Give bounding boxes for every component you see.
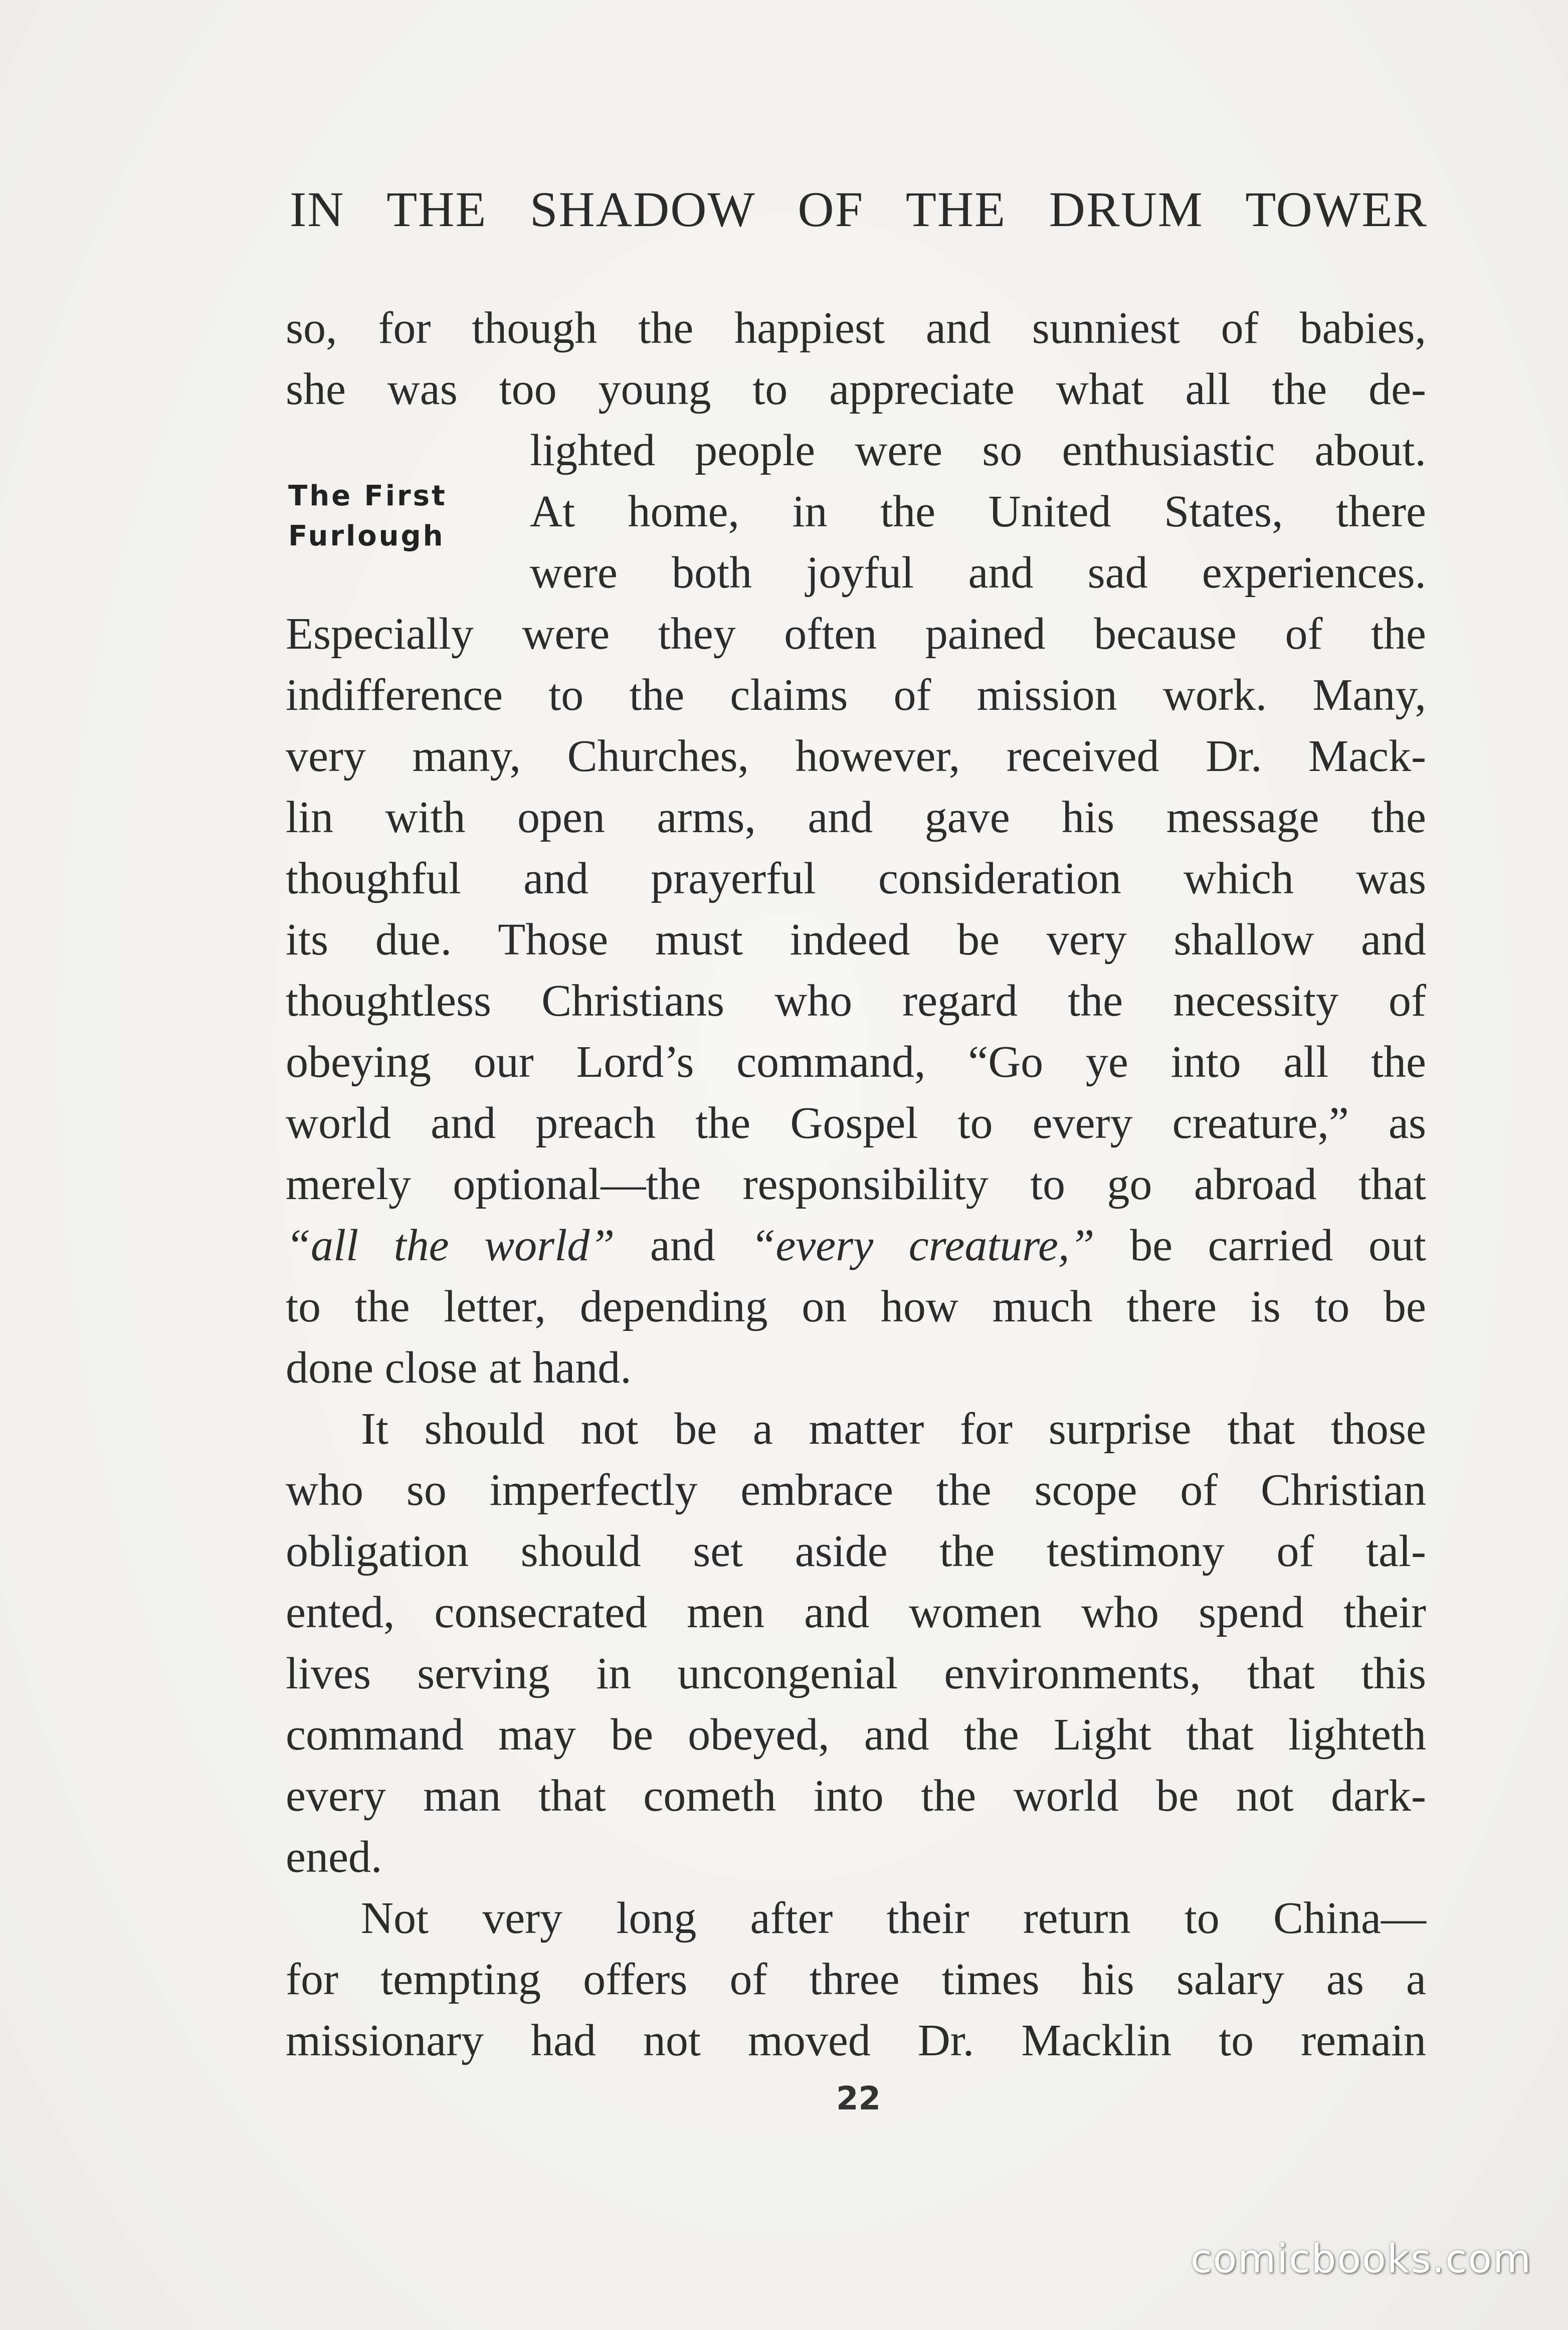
running-head: IN THE SHADOW OF THE DRUM TOWER — [290, 181, 1428, 237]
page-number: 22 — [836, 2080, 881, 2117]
text-line: every man that cometh into the world be not dark- — [286, 1771, 1426, 1821]
text-line: lin with open arms, and gave his message the — [286, 793, 1426, 842]
text-line: obligation should set aside the testimony of tal- — [286, 1526, 1426, 1576]
text-line: done close at hand. — [286, 1343, 632, 1393]
text-line: lives serving in uncongenial environments, that this — [286, 1649, 1426, 1698]
text-line: Especially were they often pained because of the — [286, 609, 1426, 659]
text-line: who so imperfectly embrace the scope of Christian — [286, 1465, 1426, 1515]
text-line: Not very long after their return to China— — [361, 1893, 1426, 1943]
text-line: At home, in the United States, there — [530, 487, 1426, 536]
text-line: obeying our Lord’s command, “Go ye into all the — [286, 1037, 1426, 1087]
text-line: world and preach the Gospel to every creature,” as — [286, 1098, 1426, 1148]
text-line: to the letter, depending on how much there is to be — [286, 1282, 1426, 1331]
text-line: thoughtless Christians who regard the necessity of — [286, 976, 1426, 1026]
watermark: comicbooks.com — [1190, 2237, 1532, 2282]
body-text — [286, 298, 1426, 2071]
italic-phrase: “every creature,” — [750, 1221, 1095, 1270]
side-note-line: Furlough — [288, 520, 445, 552]
text-line: so, for though the happiest and sunniest of babies, — [286, 303, 1426, 353]
text-line: command may be obeyed, and the Light that lighteth — [286, 1710, 1426, 1760]
text-line: she was too young to appreciate what all the de- — [286, 364, 1426, 414]
text-line: indifference to the claims of mission work. Many, — [286, 670, 1426, 720]
text-line: very many, Churches, however, received Dr. Mack- — [286, 731, 1426, 781]
text-line: ened. — [286, 1832, 382, 1882]
italic-phrase: “all the world” — [286, 1221, 615, 1270]
text-line: lighted people were so enthusiastic about. — [530, 426, 1426, 475]
text-line: its due. Those must indeed be very shallow and — [286, 915, 1426, 964]
side-note-line: The First — [288, 480, 447, 512]
text-line — [286, 1215, 1426, 1276]
text-line: merely optional—the responsibility to go abroad that — [286, 1159, 1426, 1209]
text-line: were both joyful and sad experiences. — [530, 548, 1426, 598]
text-line: thoughful and prayerful consideration which was — [286, 854, 1426, 903]
text-line: missionary had not moved Dr. Macklin to remain — [286, 2016, 1426, 2065]
text-fragment: be carried out — [1094, 1221, 1426, 1270]
text-line: It should not be a matter for surprise that those — [361, 1404, 1426, 1454]
text-line: for tempting offers of three times his salary as a — [286, 1955, 1426, 2004]
text-fragment: and — [615, 1221, 751, 1270]
text-line: ented, consecrated men and women who spend their — [286, 1588, 1426, 1637]
